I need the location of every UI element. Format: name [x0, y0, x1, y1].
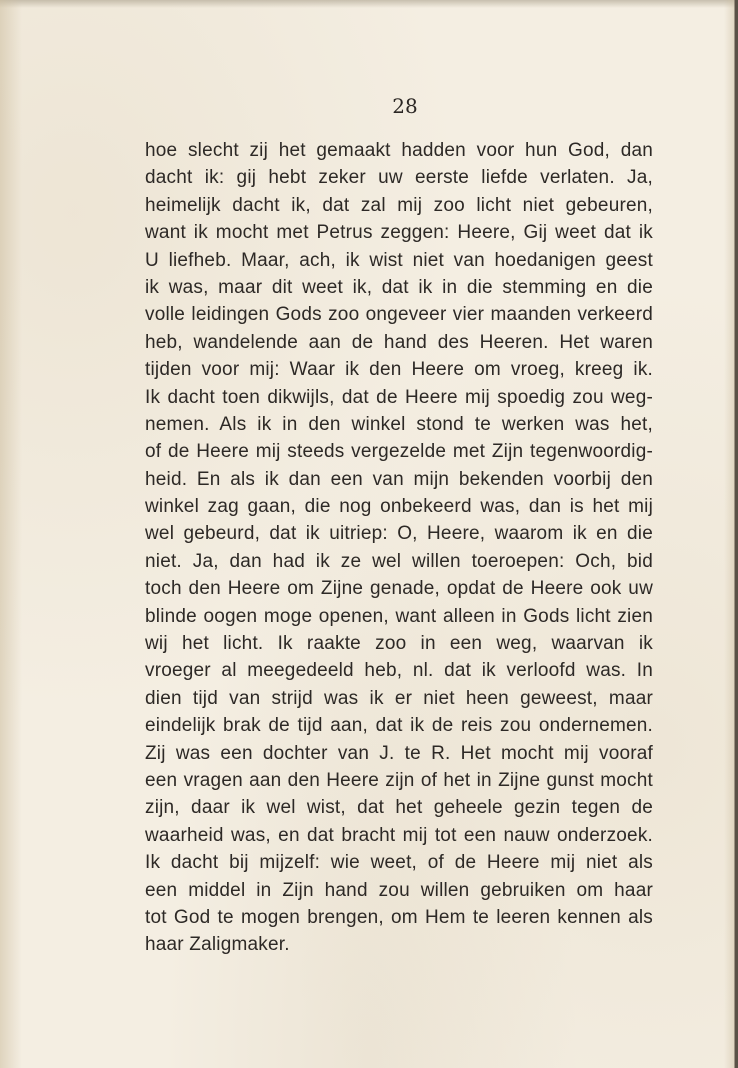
- text-line-last: haar Zaligmaker.: [145, 934, 290, 956]
- text-line: want ik mocht met Petrus zeggen: Heere, Gij weet dat ik: [145, 222, 653, 244]
- text-line: volle leidingen Gods zoo ongeveer vier maanden verkeerd: [145, 304, 653, 326]
- text-line: dacht ik: gij hebt zeker uw eerste liefde verlaten. Ja,: [145, 167, 653, 189]
- text-line: niet. Ja, dan had ik ze wel willen toeroepen: Och, bid: [145, 550, 653, 572]
- text-line: U liefheb. Maar, ach, ik wist niet van hoedanigen geest: [145, 249, 653, 271]
- text-line: hoe slecht zij het gemaakt hadden voor hun God, dan: [145, 140, 653, 161]
- text-line: heb, wandelende aan de hand des Heeren. Het waren: [145, 331, 653, 353]
- text-line: waarheid was, en dat bracht mij tot een nauw onderzoek.: [145, 824, 653, 846]
- text-line: of de Heere mij steeds vergezelde met Zijn tegenwoordig-: [145, 441, 653, 463]
- text-line: blinde oogen moge openen, want alleen in Gods licht zien: [145, 605, 653, 627]
- text-line: wel gebeurd, dat ik uitriep: O, Heere, waarom ik en die: [145, 523, 653, 545]
- text-line: nemen. Als ik in den winkel stond te werken was het,: [145, 413, 653, 435]
- text-line: Ik dacht bij mijzelf: wie weet, of de Heere mij niet als: [145, 852, 653, 874]
- text-line: tijden voor mij: Waar ik den Heere om vroeg, kreeg ik.: [145, 359, 653, 381]
- text-line: een middel in Zijn hand zou willen gebruiken om haar: [145, 879, 653, 901]
- text-line: heimelijk dacht ik, dat zal mij zoo licht niet gebeuren,: [145, 194, 653, 216]
- text-line: vroeger al meegedeeld heb, nl. dat ik verloofd was. In: [145, 660, 653, 682]
- text-line: wij het licht. Ik raakte zoo in een weg, waarvan ik: [145, 633, 653, 655]
- text-line: eindelijk brak de tijd aan, dat ik de reis zou ondernemen.: [145, 715, 653, 737]
- page-left-edge: [0, 0, 22, 1068]
- text-line: heid. En als ik dan een van mijn bekenden voorbij den: [145, 468, 653, 490]
- text-line: ik was, maar dit weet ik, dat ik in die stemming en die: [145, 276, 653, 298]
- page-top-edge: [0, 0, 738, 8]
- text-line: zijn, daar ik wel wist, dat het geheele gezin tegen de: [145, 797, 653, 819]
- text-line: een vragen aan den Heere zijn of het in Zijne gunst mocht: [145, 769, 653, 791]
- page-right-edge: [724, 0, 738, 1068]
- page-number: 28: [392, 94, 418, 118]
- text-line: toch den Heere om Zijne genade, opdat de Heere ook uw: [145, 578, 653, 600]
- text-line: winkel zag gaan, die nog onbekeerd was, dan is het mij: [145, 496, 653, 518]
- text-line: tot God te mogen brengen, om Hem te leeren kennen als: [145, 906, 653, 928]
- text-line: dien tijd van strijd was ik er niet heen geweest, maar: [145, 687, 653, 709]
- text-line: Ik dacht toen dikwijls, dat de Heere mij spoedig zou weg-: [145, 386, 653, 408]
- text-line: Zij was een dochter van J. te R. Het mocht mij vooraf: [145, 742, 653, 764]
- body-text: [145, 137, 653, 959]
